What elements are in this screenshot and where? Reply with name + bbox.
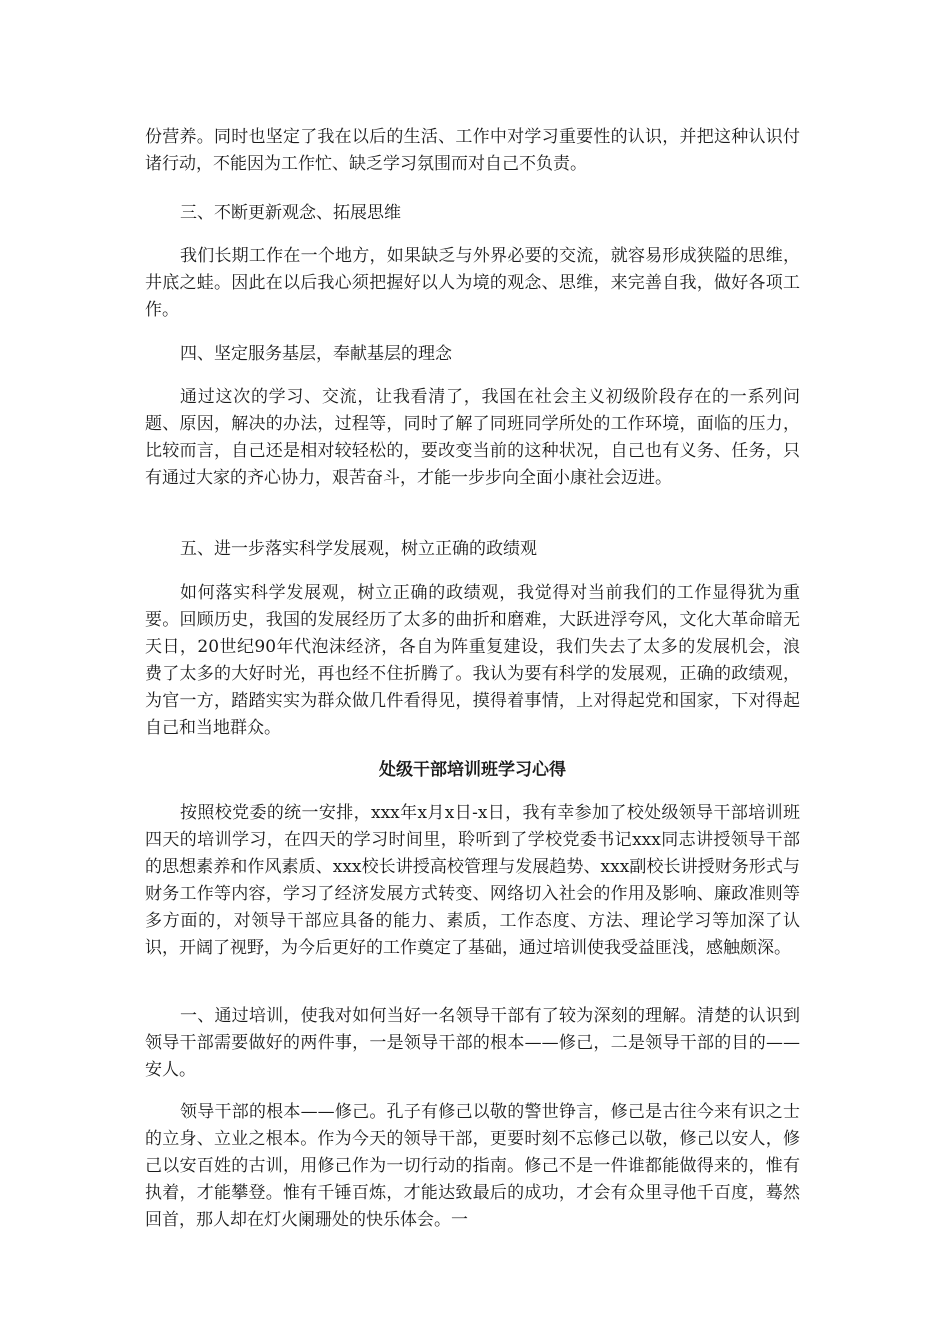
section-title: 处级干部培训班学习心得 bbox=[379, 760, 566, 780]
paragraph-section-3: 我们长期工作在一个地方，如果缺乏与外界必要的交流，就容易形成狭隘的思维，井底之蛙。因此在以后我心须把握好以人为境的观念、思维，来完善自我，做好各项工作。 bbox=[145, 246, 800, 320]
paragraph-section-4: 通过这次的学习、交流，让我看清了，我国在社会主义初级阶段存在的一系列问题、原因，解决的办法，过程等，同时了解了同班同学所处的工作环境，面临的压力，比较而言，自己还是相对较轻松的，要改变当前的这种状况，自己也有义务、任务，只有通过大家的齐心协力，艰苦奋斗，才能一步步向全面小康社会迈进。 bbox=[145, 387, 800, 488]
xiuji-paragraph: 领导干部的根本——修己。孔子有修己以敬的警世铮言，修己是古往今来有识之士的立身、立业之根本。作为今天的领导干部，更要时刻不忘修己以敬，修己以安人，修己以安百姓的古训，用修己作为一切行动的指南。修己不是一件谁都能做得来的，惟有执着，才能攀登。惟有千锤百炼，才能达致最后的成功，才会有众里寻他千百度，蓦然回首，那人却在灯火阑珊处的快乐体会。一 bbox=[145, 1102, 800, 1230]
heading-section-4: 四、坚定服务基层，奉献基层的理念 bbox=[180, 344, 452, 364]
heading-section-3: 三、不断更新观念、拓展思维 bbox=[180, 203, 401, 223]
intro-paragraph: 按照校党委的统一安排，xxx年x月x日-x日，我有幸参加了校处级领导干部培训班四天的培训学习，在四天的学习时间里，聆听到了学校党委书记xxx同志讲授领导干部的思想素养和作风素质、xxx校长讲授高校管理与发展趋势、xxx副校长讲授财务形式与财务工作等内容，学习了经济发展方式转变、网络切入社会的作用及影响、廉政准则等多方面的，对领导干部应具备的能力、素质，工作态度、方法、理论学习等加深了认识，开阔了视野，为今后更好的工作奠定了基础，通过培训使我受益匪浅，感触颇深。 bbox=[145, 803, 800, 958]
paragraph-section-5: 如何落实科学发展观，树立正确的政绩观，我觉得对当前我们的工作显得犹为重要。回顾历史，我国的发展经历了太多的曲折和磨难，大跃进浮夸风，文化大革命暗无天日，20世纪90年代泡沫经济，各自为阵重复建设，我们失去了太多的发展机会，浪费了太多的大好时光，再也经不住折腾了。我认为要有科学的发展观，正确的政绩观，为官一方，踏踏实实为群众做几件看得见，摸得着事情，上对得起党和国家，下对得起自己和当地群众。 bbox=[145, 583, 800, 738]
point-1-paragraph: 一、通过培训，使我对如何当好一名领导干部有了较为深刻的理解。清楚的认识到领导干部需要做好的两件事，一是领导干部的根本——修己，二是领导干部的目的——安人。 bbox=[145, 1006, 800, 1080]
continuation-paragraph: 份营养。同时也坚定了我在以后的生活、工作中对学习重要性的认识，并把这种认识付诸行动，不能因为工作忙、缺乏学习氛围而对自己不负责。 bbox=[145, 127, 800, 174]
heading-section-5: 五、进一步落实科学发展观，树立正确的政绩观 bbox=[180, 539, 537, 559]
